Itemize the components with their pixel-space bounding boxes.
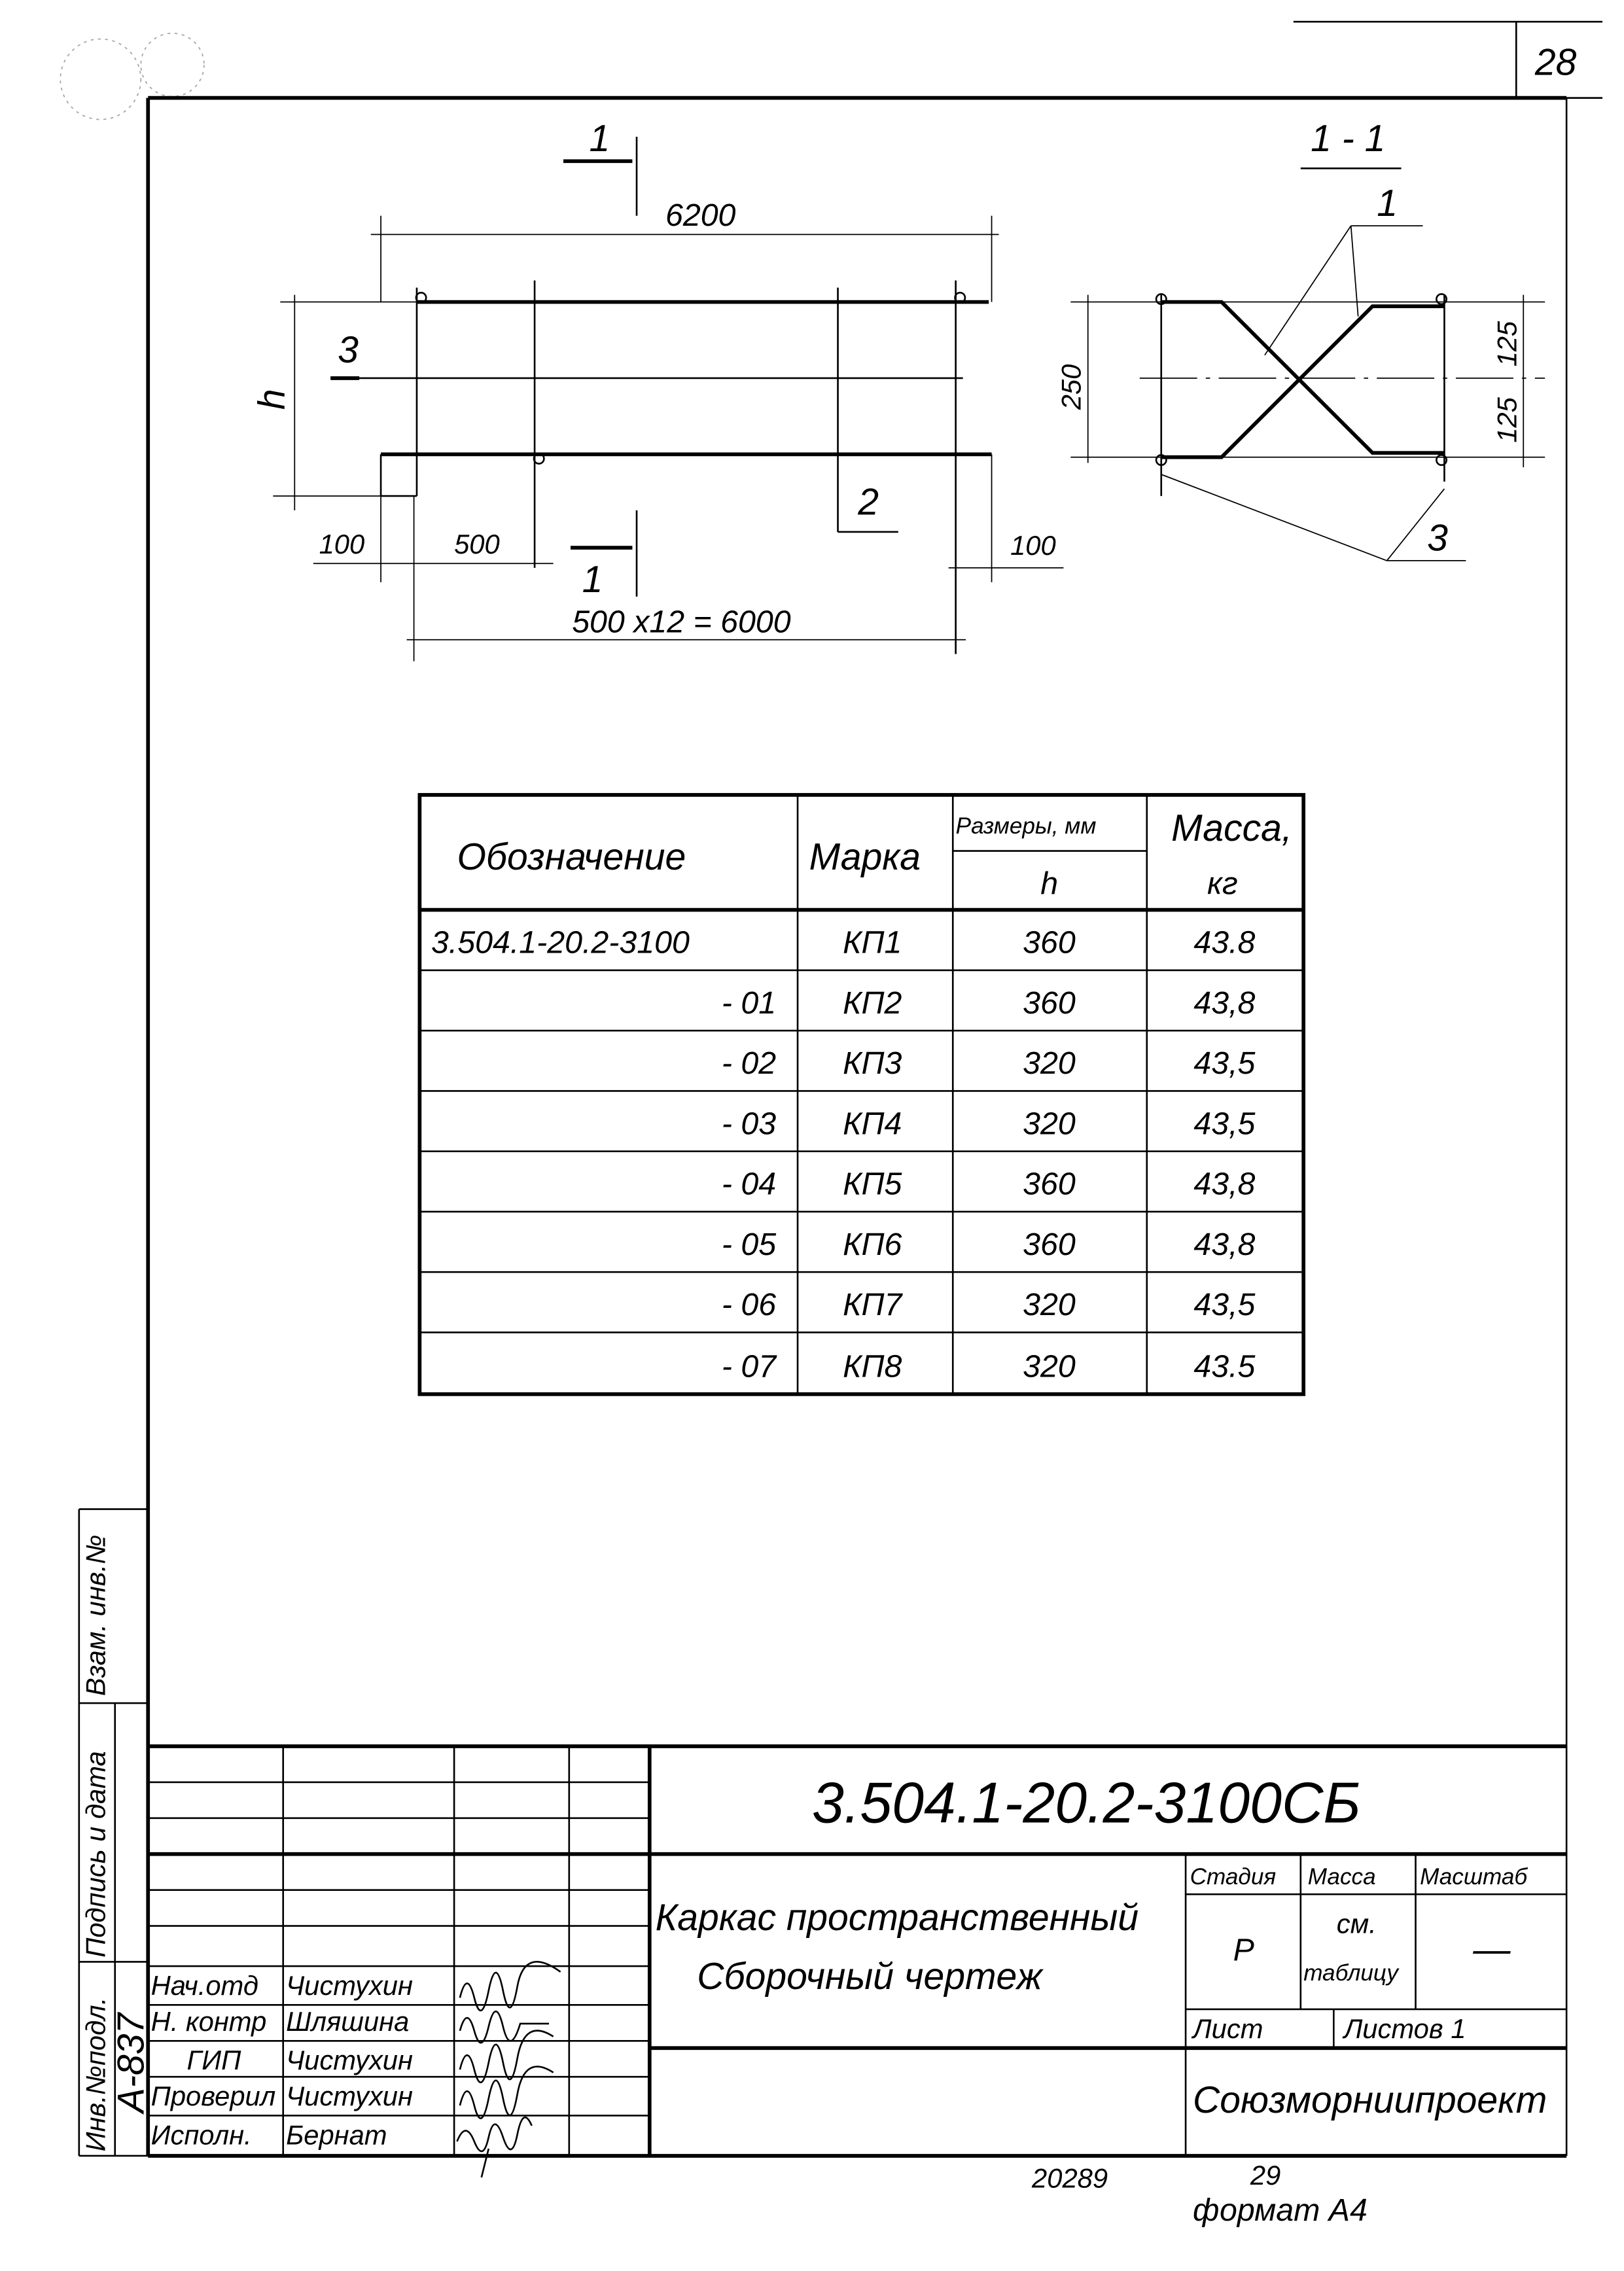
cell-h: 360 bbox=[1023, 924, 1076, 960]
signature bbox=[460, 1962, 561, 2011]
scale-label: Масштаб bbox=[1420, 1863, 1528, 1890]
side-inventory-value: А-837 bbox=[110, 2013, 152, 2113]
mass-value-2: таблицу bbox=[1303, 1960, 1398, 1986]
cell-designation: - 03 bbox=[721, 1106, 777, 1142]
title-line-1: Каркас пространственный bbox=[655, 1897, 1139, 1939]
cell-designation: 3.504.1-20.2-3100 bbox=[431, 924, 690, 960]
header-dimensions: Размеры, мм bbox=[955, 813, 1097, 839]
signer-name: Чистухин bbox=[286, 1969, 413, 2001]
cell-h: 320 bbox=[1023, 1287, 1076, 1323]
cell-mark: КП5 bbox=[843, 1166, 902, 1202]
cell-mark: КП4 bbox=[843, 1106, 902, 1142]
cell-mass: 43.8 bbox=[1193, 924, 1256, 960]
cell-mass: 43,8 bbox=[1193, 1166, 1256, 1202]
sheet-label: Лист bbox=[1193, 2013, 1263, 2044]
organization: Союзморниипроект bbox=[1193, 2079, 1547, 2122]
table-row bbox=[722, 985, 1256, 1021]
cell-h: 360 bbox=[1023, 1166, 1076, 1202]
header-mark: Марка bbox=[809, 836, 921, 879]
signer-role: Н. контр bbox=[150, 2005, 267, 2037]
signatures bbox=[457, 1962, 560, 2177]
signer-role: Нач.отд bbox=[150, 1969, 258, 2001]
cell-mark: КП1 bbox=[843, 924, 902, 960]
section-position-3: 3 bbox=[1427, 517, 1448, 559]
signer-name: Чистухин bbox=[286, 2045, 413, 2076]
cell-mark: КП3 bbox=[843, 1046, 902, 1082]
table-row bbox=[722, 1227, 1256, 1262]
signer-name: Чистухин bbox=[286, 2081, 413, 2112]
signer-name: Шляшина bbox=[286, 2005, 410, 2037]
sheets-label: Листов 1 bbox=[1343, 2013, 1466, 2044]
side-replacement-label: Взам. инв.№ bbox=[80, 1534, 111, 1697]
header-designation: Обозначение bbox=[457, 836, 686, 879]
signature bbox=[460, 2011, 549, 2043]
cell-mark: КП6 bbox=[843, 1226, 902, 1262]
signer-role: ГИП bbox=[186, 2045, 241, 2076]
scale-value: — bbox=[1473, 1928, 1511, 1971]
signer-role: Проверил bbox=[150, 2081, 276, 2112]
cell-h: 360 bbox=[1023, 985, 1076, 1021]
section-dim-250: 250 bbox=[1055, 364, 1087, 410]
cell-designation: - 02 bbox=[721, 1046, 777, 1082]
header-mass: Масса, bbox=[1171, 807, 1292, 850]
document-code: 3.504.1-20.2-3100СБ bbox=[812, 1770, 1361, 1835]
footer-number: 20289 bbox=[1032, 2162, 1108, 2194]
section-mark-top: 1 bbox=[589, 117, 610, 160]
cell-h: 320 bbox=[1023, 1106, 1076, 1142]
position-2-label: 2 bbox=[858, 481, 879, 523]
table-row bbox=[722, 1349, 1256, 1384]
cell-mass: 43.5 bbox=[1193, 1348, 1256, 1384]
signer-role: Исполн. bbox=[150, 2119, 252, 2151]
cell-designation: - 06 bbox=[721, 1287, 777, 1323]
signer-name: Бернат bbox=[286, 2119, 387, 2151]
cell-designation: - 07 bbox=[721, 1348, 777, 1384]
stage-value: Р bbox=[1233, 1932, 1254, 1968]
cell-h: 320 bbox=[1023, 1348, 1076, 1384]
section-view bbox=[1070, 168, 1545, 561]
cell-mass: 43,5 bbox=[1193, 1046, 1256, 1082]
dim-right: 100 bbox=[1010, 530, 1056, 561]
footer-page: 29 bbox=[1250, 2159, 1281, 2191]
dim-span: 500 x12 = 6000 bbox=[572, 604, 791, 640]
title-line-2: Сборочный чертеж bbox=[697, 1956, 1042, 1998]
cell-designation: - 01 bbox=[721, 985, 777, 1021]
dim-step: 500 bbox=[454, 528, 500, 559]
signature bbox=[457, 2117, 531, 2177]
section-title: 1 - 1 bbox=[1311, 117, 1386, 160]
dim-h: h bbox=[251, 389, 293, 410]
cell-mass: 43,8 bbox=[1193, 1226, 1256, 1262]
sheet-number: 28 bbox=[1534, 41, 1577, 84]
table-row bbox=[722, 1046, 1256, 1081]
cell-designation: - 05 bbox=[721, 1226, 777, 1262]
section-dim-125-top: 125 bbox=[1491, 321, 1523, 367]
mass-value-1: см. bbox=[1336, 1908, 1377, 1939]
cell-mass: 43,8 bbox=[1193, 985, 1256, 1021]
cell-mass: 43,5 bbox=[1193, 1287, 1256, 1323]
stamp-seal bbox=[60, 33, 204, 120]
header-mass-unit: кг bbox=[1207, 866, 1238, 902]
side-inventory-label: Инв.№подл. bbox=[80, 1997, 111, 2152]
dim-left: 100 bbox=[319, 528, 365, 559]
section-position-1: 1 bbox=[1377, 182, 1398, 224]
cell-h: 360 bbox=[1023, 1226, 1076, 1262]
cell-mass: 43,5 bbox=[1193, 1106, 1256, 1142]
cell-mark: КП7 bbox=[843, 1287, 902, 1323]
stage-label: Стадия bbox=[1190, 1863, 1277, 1890]
cell-mark: КП8 bbox=[843, 1348, 902, 1384]
table-row bbox=[722, 1287, 1256, 1322]
footer-format: формат А4 bbox=[1193, 2192, 1368, 2228]
cell-mark: КП2 bbox=[843, 985, 902, 1021]
mass-label: Масса bbox=[1307, 1863, 1376, 1890]
side-signature-date-label: Подпись и дата bbox=[80, 1751, 111, 1958]
table-row bbox=[722, 1106, 1256, 1141]
table-row bbox=[431, 925, 1256, 960]
dim-total: 6200 bbox=[665, 198, 736, 234]
cell-designation: - 04 bbox=[721, 1166, 777, 1202]
section-dim-125-bottom: 125 bbox=[1491, 397, 1523, 443]
section-mark-bottom: 1 bbox=[582, 559, 603, 601]
header-dimension-h: h bbox=[1040, 866, 1059, 902]
cell-h: 320 bbox=[1023, 1046, 1076, 1082]
table-row bbox=[722, 1167, 1256, 1202]
sheet-frame bbox=[148, 22, 1602, 2156]
position-3-label: 3 bbox=[338, 328, 359, 371]
